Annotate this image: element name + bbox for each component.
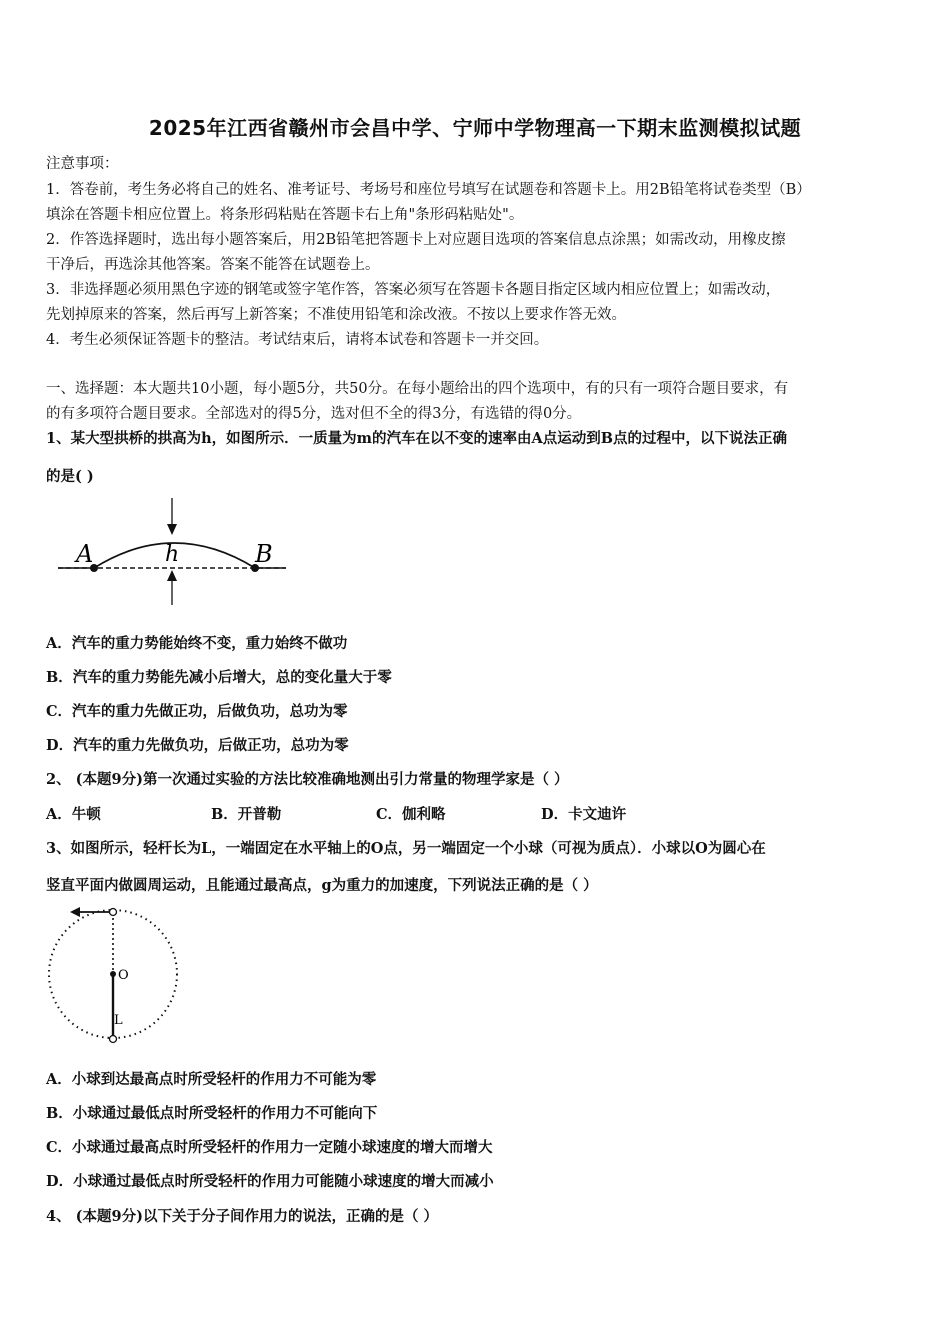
circular-motion-figure	[40, 900, 190, 1050]
q1-stem: 1、某大型拱桥的拱高为h，如图所示．一质量为m的汽车在以不变的速率由A点运动到B点的过程中，以下说法正确	[46, 430, 787, 447]
ball-bottom	[110, 1036, 117, 1043]
q2-option-a[interactable]: A．牛顿	[46, 806, 101, 823]
label-b: B	[255, 540, 273, 568]
notice-line: 1．答卷前，考生务必将自己的姓名、准考证号、考场号和座位号填写在试题卷和答题卡上。用2B铅笔将试卷类型（B）	[46, 182, 811, 198]
q3-option-a[interactable]: A．小球到达最高点时所受轻杆的作用力不可能为零	[46, 1071, 377, 1088]
notice-line: 填涂在答题卡相应位置上。将条形码粘贴在答题卡右上角"条形码粘贴处"。	[46, 207, 524, 223]
label-a: A	[76, 540, 94, 568]
notice-line: 干净后，再选涂其他答案。答案不能答在试题卷上。	[46, 257, 380, 273]
notice-line: 3．非选择题必须用黑色字迹的钢笔或签字笔作答，答案必须写在答题卡各题目指定区域内相应位置上；如需改动，	[46, 282, 781, 298]
label-o: O	[118, 968, 129, 983]
section-instructions: 的有多项符合题目要求。全部选对的得5分，选对但不全的得3分，有选错的得0分。	[46, 406, 582, 422]
q3-option-c[interactable]: C．小球通过最高点时所受轻杆的作用力一定随小球速度的增大而增大	[46, 1139, 493, 1156]
q2-stem: 2、 (本题9分)第一次通过实验的方法比较准确地测出引力常量的物理学家是（ ）	[46, 771, 569, 788]
notice-line: 4．考生必须保证答题卡的整洁。考试结束后，请将本试卷和答题卡一并交回。	[46, 332, 549, 348]
q1-option-b[interactable]: B．汽车的重力势能先减小后增大，总的变化量大于零	[46, 669, 392, 686]
q4-stem: 4、 (本题9分)以下关于分子间作用力的说法，正确的是（ ）	[46, 1208, 438, 1225]
notice-line: 2．作答选择题时，选出每小题答案后，用2B铅笔把答题卡上对应题目选项的答案信息点涂黑；如需改动，用橡皮擦	[46, 232, 786, 248]
q3-option-b[interactable]: B．小球通过最低点时所受轻杆的作用力不可能向下	[46, 1105, 378, 1122]
q1-stem: 的是( )	[46, 468, 94, 485]
section-instructions: 一、选择题：本大题共10小题，每小题5分，共50分。在每小题给出的四个选项中，有的只有一项符合题目要求，有	[46, 381, 789, 397]
q1-option-d[interactable]: D．汽车的重力先做负功，后做正功，总功为零	[46, 737, 349, 754]
notice-heading: 注意事项：	[46, 156, 119, 172]
q3-stem: 3、如图所示，轻杆长为L，一端固定在水平轴上的O点，另一端固定一个小球（可视为质点）．小球以O为圆心在	[46, 840, 766, 857]
q1-option-c[interactable]: C．汽车的重力先做正功，后做负功，总功为零	[46, 703, 348, 720]
arrowhead-left-icon	[70, 907, 80, 917]
arch-bridge-figure	[50, 495, 300, 610]
q1-option-a[interactable]: A．汽车的重力势能始终不变，重力始终不做功	[46, 635, 348, 652]
label-l: L	[114, 1013, 123, 1028]
exam-title: 2025年江西省赣州市会昌中学、宁师中学物理高一下期末监测模拟试题	[148, 116, 802, 140]
q2-option-c[interactable]: C．伽利略	[376, 806, 446, 823]
q3-stem: 竖直平面内做圆周运动，且能通过最高点，g为重力的加速度，下列说法正确的是（ ）	[46, 877, 598, 894]
pivot-o	[110, 971, 116, 977]
label-h: h	[165, 542, 180, 567]
arrowhead-down-icon	[167, 524, 177, 535]
q2-option-d[interactable]: D．卡文迪许	[541, 806, 627, 823]
ball-top	[110, 909, 117, 916]
arrowhead-up-icon	[167, 570, 177, 581]
q2-option-b[interactable]: B．开普勒	[211, 806, 282, 823]
notice-line: 先划掉原来的答案，然后再写上新答案；不准使用铅笔和涂改液。不按以上要求作答无效。	[46, 307, 626, 323]
q3-option-d[interactable]: D．小球通过最低点时所受轻杆的作用力可能随小球速度的增大而减小	[46, 1173, 494, 1190]
